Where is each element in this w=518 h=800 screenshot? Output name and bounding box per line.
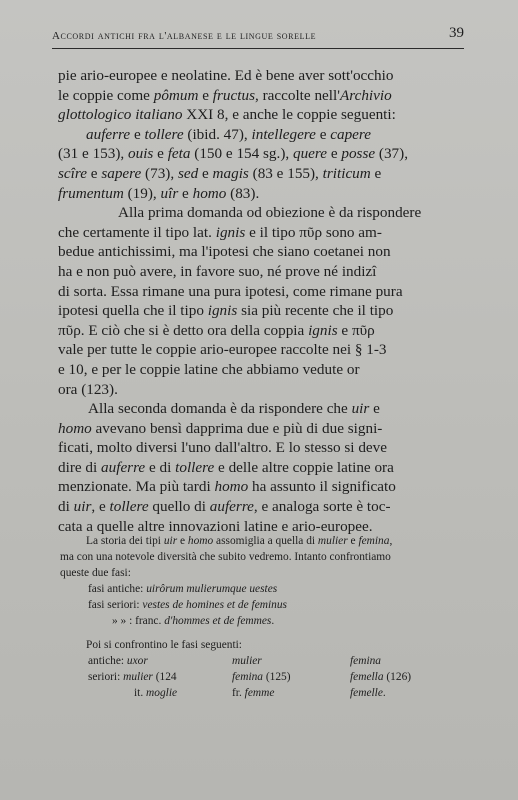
text-line: vale per tutte le coppie ario-europee raccolte nei § 1-3 [58,341,387,359]
running-header [52,24,464,49]
page-number: 39 [449,25,464,41]
footnote-spacer [60,629,464,637]
text-line: Alla seconda domanda è da rispondere che uir e [88,400,380,418]
text-line: ficati, molto diversi l'uno dall'altro. E lo stesso si deve [58,439,387,457]
footnote-line: La storia dei tipi uir e homo assomiglia a quella di mulier e femina, [86,535,393,547]
footnote-line: ma con una notevole diversità che subito vedremo. Intanto confrontiamo [60,551,391,563]
footnote-example-row: fasi antiche: uirôrum mulierumque uestes [88,583,278,595]
text-line: di sorta. Essa rimane una pura ipotesi, come rimane pura [58,282,403,300]
paragraph-3 [58,399,462,536]
footnote-table-row: it. moglie fr. femme femelle. [134,687,386,699]
text-line: dire di auferre e di tollere e delle altre coppie latine ora [58,458,394,476]
main-text [58,66,462,536]
footnote-table-row: seriori: mulier (124 femina (125) femella (126) [88,671,412,683]
text-line: bedue antichissimi, ma l'ipotesi che siano coetanei non [58,243,391,261]
footnote-line: Poi si confrontino le fasi seguenti: [86,639,242,651]
text-line: cata a quelle altre innovazioni latine e ario-europee. [58,517,373,535]
text-line: glottologico italiano XXI 8, e anche le coppie seguenti: [58,106,396,124]
text-line: scîre e sapere (73), sed e magis (83 e 155), triticum e [58,164,382,182]
text-line: le coppie come pômum e fructus, raccolte nell'Archivio [58,86,392,104]
text-line: ora (123). [58,380,118,398]
text-line: che certamente il tipo lat. ignis e il tipo πῦρ sono am- [58,223,382,241]
text-line: auferre e tollere (ibid. 47), intellegere e capere [86,125,372,143]
text-line: di uir, e tollere quello di auferre, e analoga sorte è toc- [58,498,391,516]
footnote-table-row: antiche: uxor mulier femina [88,655,382,667]
running-title: Accordi antichi fra l'albanese e le lingue sorelle [52,30,317,42]
text-line: ha e non può avere, in favore suo, né prove né indizî [58,262,377,280]
text-line: Alla prima domanda od obiezione è da rispondere [118,204,422,222]
text-line: e 10, e per le coppie latine che abbiamo vedute or [58,360,360,378]
text-line: homo avevano bensì dapprima due e più di due signi- [58,419,383,437]
footnote-example-row: fasi seriori: vestes de homines et de feminus [88,599,287,611]
text-line: pie ario-europee e neolatine. Ed è bene aver sott'occhio [58,67,394,84]
text-line: frumentum (19), uîr e homo (83). [58,184,260,202]
text-line: πῦρ. E ciò che si è detto ora della coppia ignis e πῦρ [58,321,375,339]
text-line: menzionate. Ma più tardi homo ha assunto il significato [58,478,396,496]
text-line: ipotesi quella che il tipo ignis sia più recente che il tipo [58,302,394,320]
text-line: (31 e 153), ouis e feta (150 e 154 sg.), quere e posse (37), [58,145,409,163]
footnote-line: queste due fasi: [60,567,131,579]
footnote [60,533,464,701]
paragraph-1 [58,66,462,203]
footnote-example-row: » » : franc. d'hommes et de femmes. [112,615,275,627]
paragraph-2 [58,203,462,399]
